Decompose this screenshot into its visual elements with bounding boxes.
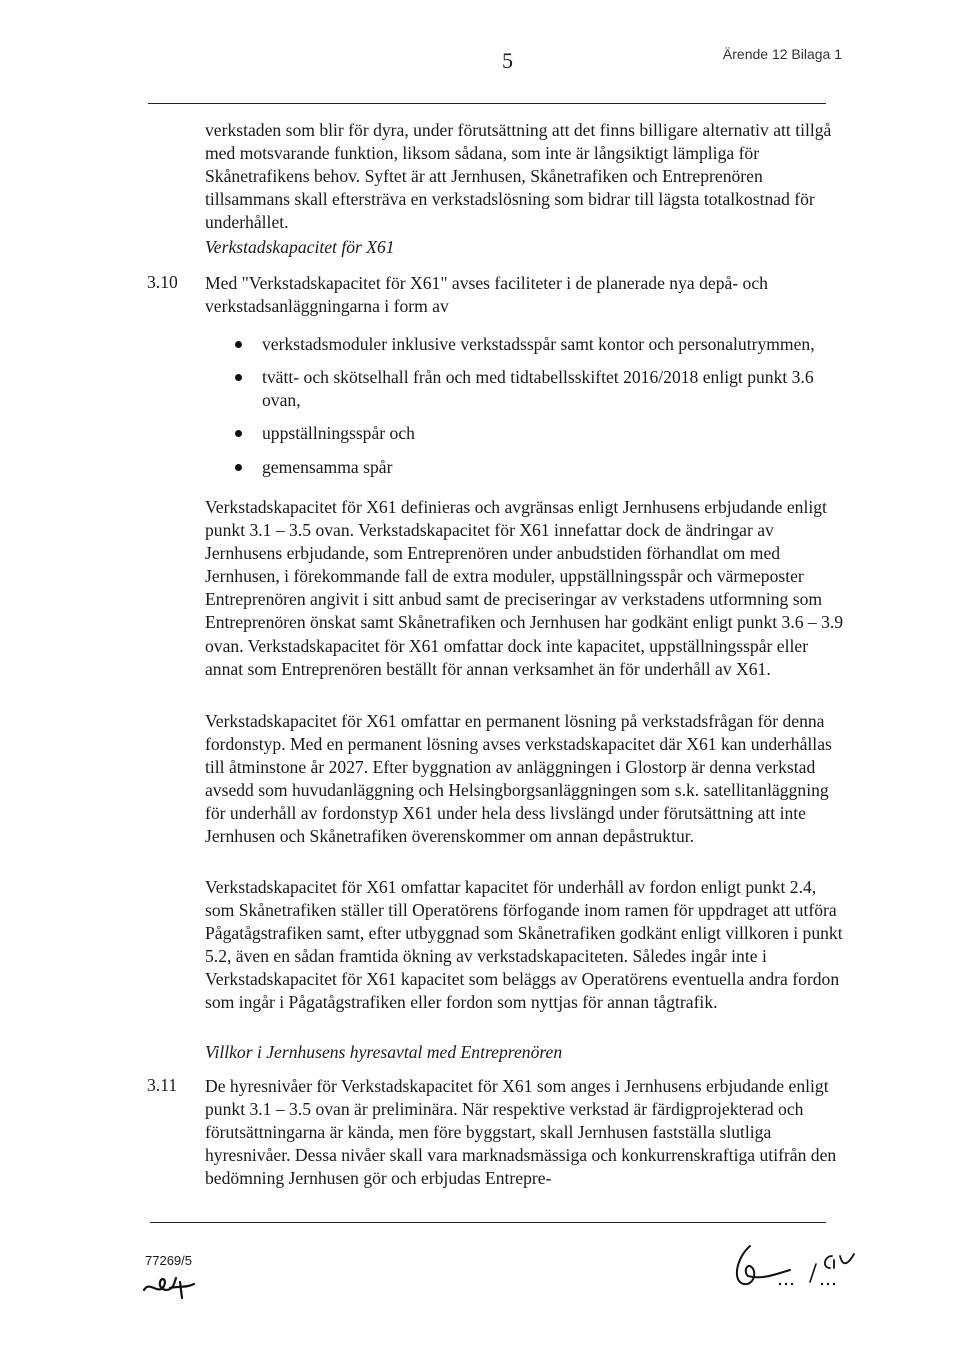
list-item: verkstadsmoduler inklusive verkstadsspår samt kontor och personalutrymmen, (205, 333, 832, 356)
document-label: Ärende 12 Bilaga 1 (722, 46, 842, 62)
document-code: 77269/5 (145, 1253, 192, 1268)
terms-heading: Villkor i Jernhusens hyresavtal med Entreprenören (205, 1042, 563, 1062)
list-item: tvätt- och skötselhall från och med tidtabellsskiftet 2016/2018 enligt punkt 3.6 ovan, (205, 366, 832, 412)
list-item: gemensamma spår (205, 456, 832, 479)
footer-rule (150, 1222, 826, 1223)
capacity-heading: Verkstadskapacitet för X61 (205, 237, 395, 257)
bullet-icon (235, 464, 242, 471)
header-rule (148, 103, 826, 104)
terms-paragraph: De hyresnivåer för Verkstadskapacitet för X61 som anges i Jernhusens erbjudande enligt punkt 3.1 – 3.5 ovan är preliminära. När respektive verkstad är färdigprojekterad och förutsättningarna är kända, men före byggstart, skall Jernhusen fastställa slutliga hyresnivåer. Dessa nivåer skall vara marknadsmässiga och konkurrenskraftiga utifrån den bedömning Jernhusen gör och erbjudas Entrepre- (205, 1076, 837, 1189)
section-number-3-11: 3.11 (147, 1075, 178, 1095)
list-item: uppställningsspår och (205, 422, 832, 445)
initials-signature-right (728, 1238, 868, 1300)
capacity-lead: Med "Verkstadskapacitet för X61" avses faciliteter i de planerade nya depå- och verkstadsanläggningarna i form av (205, 273, 768, 317)
bullet-icon (235, 374, 242, 381)
bullet-icon (235, 430, 242, 437)
section-number-3-10: 3.10 (147, 272, 178, 292)
capacity-scope-paragraph: Verkstadskapacitet för X61 omfattar kapacitet för underhåll av fordon enligt punkt 2.4, som Skånetrafiken ställer till Operatörens förfogande inom ramen för uppdraget att utföra Pågatågstrafiken samt, efter utbyggnad som Skånetrafiken godkänt enligt villkoren i punkt 5.2, även en sådan framtida ökning av verkstadskapaciteten. Således ingår inte i Verkstadskapacitet för X61 kapacitet som beläggs av Operatörens eventuella andra fordon som ingår i Pågatågstrafiken eller fordon som nyttjas för annan tågtrafik. (205, 877, 843, 1013)
capacity-definition-paragraph: Verkstadskapacitet för X61 definieras och avgränsas enligt Jernhusens erbjudande enligt punkt 3.1 – 3.5 ovan. Verkstadskapacitet för X61 innefattar dock de ändringar av Jernhusens erbjudande, som Entreprenören under anbudstiden förhandlat om med Jernhusen, i förekommande fall de extra moduler, uppställningsspår och värmeposter Entreprenören angivit i sitt anbud samt de preciseringar av verkstadens utformning som Entreprenören önskat samt Skånetrafiken och Jernhusen har godkänt enligt punkt 3.6 – 3.9 ovan. Verkstadskapacitet för X61 omfattar dock inte kapacitet, uppställningsspår eller annat som Entreprenören beställt för annan verksamhet än för underhåll av X61. (205, 497, 844, 679)
capacity-permanent-paragraph: Verkstadskapacitet för X61 omfattar en permanent lösning på verkstadsfrågan för denna fordonstyp. Med en permanent lösning avses verkstadskapacitet där X61 kan underhållas till åtminstone år 2027. Efter byggnation av anläggningen i Glostorp är denna verkstad avsedd som huvudanläggning och Helsingborgsanläggningen som s.k. satellitanläggning för underhåll av fordonstyp X61 under hela dess livslängd under förutsättning att inte Jernhusen och Skånetrafiken överenskommer om annan depåstruktur. (205, 711, 832, 847)
capacity-bullet-list (205, 333, 832, 489)
bullet-icon (235, 341, 242, 348)
page-number: 5 (502, 48, 513, 73)
initials-signature-left (140, 1270, 200, 1302)
intro-paragraph: verkstaden som blir för dyra, under förutsättning att det finns billigare alternativ att tillgå med motsvarande funktion, liksom sådana, som inte är långsiktigt lämpliga för Skånetrafikens behov. Syftet är att Jernhusen, Skånetrafiken och Entreprenören tillsammans skall eftersträva en verkstadslösning som bidrar till lägsta totalkostnad för underhållet. (205, 120, 832, 233)
